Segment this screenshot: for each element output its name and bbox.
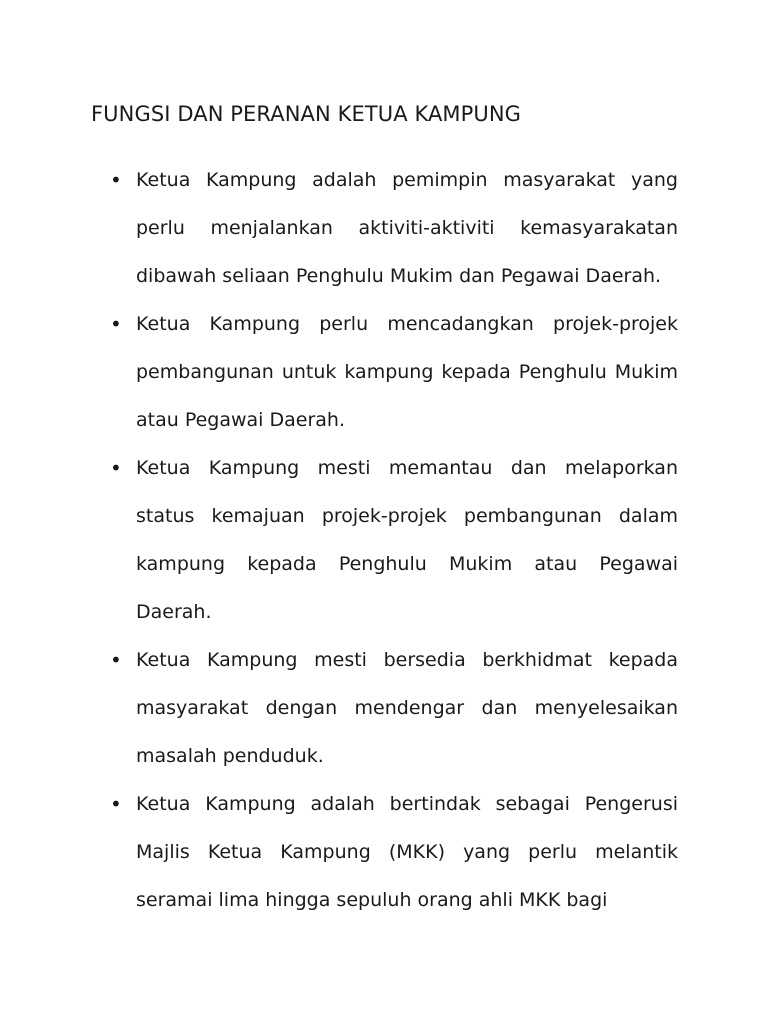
bullet-icon: • <box>110 648 122 672</box>
bullet-icon: • <box>110 168 122 192</box>
bullet-icon: • <box>110 456 122 480</box>
list-item <box>0 156 768 300</box>
list-item-text: Ketua Kampung adalah pemimpin masyarakat yang perlu menjalankan aktiviti-aktiviti kemasyarakatan dibawah seliaan Penghulu Mukim dan Pegawai Daerah. <box>136 169 678 287</box>
list-item-text: Ketua Kampung perlu mencadangkan projek-projek pembangunan untuk kampung kepada Penghulu Mukim atau Pegawai Daerah. <box>136 313 678 431</box>
list-item-text: Ketua Kampung mesti bersedia berkhidmat kepada masyarakat dengan mendengar dan menyelesaikan masalah penduduk. <box>136 649 678 767</box>
list-item <box>0 780 768 924</box>
list-item-text: Ketua Kampung mesti memantau dan melaporkan status kemajuan projek-projek pembangunan dalam kampung kepada Penghulu Mukim atau Pegawai Daerah. <box>136 457 678 623</box>
list-item <box>0 444 768 636</box>
list-item <box>0 300 768 444</box>
list-item-text: Ketua Kampung adalah bertindak sebagai Pengerusi Majlis Ketua Kampung (MKK) yang perlu melantik seramai lima hingga sepuluh orang ahli MKK bagi <box>136 793 678 911</box>
list-item <box>0 636 768 780</box>
bullet-icon: • <box>110 312 122 336</box>
bullet-icon: • <box>110 792 122 816</box>
document-title: FUNGSI DAN PERANAN KETUA KAMPUNG <box>91 102 522 126</box>
duties-list <box>0 156 768 924</box>
